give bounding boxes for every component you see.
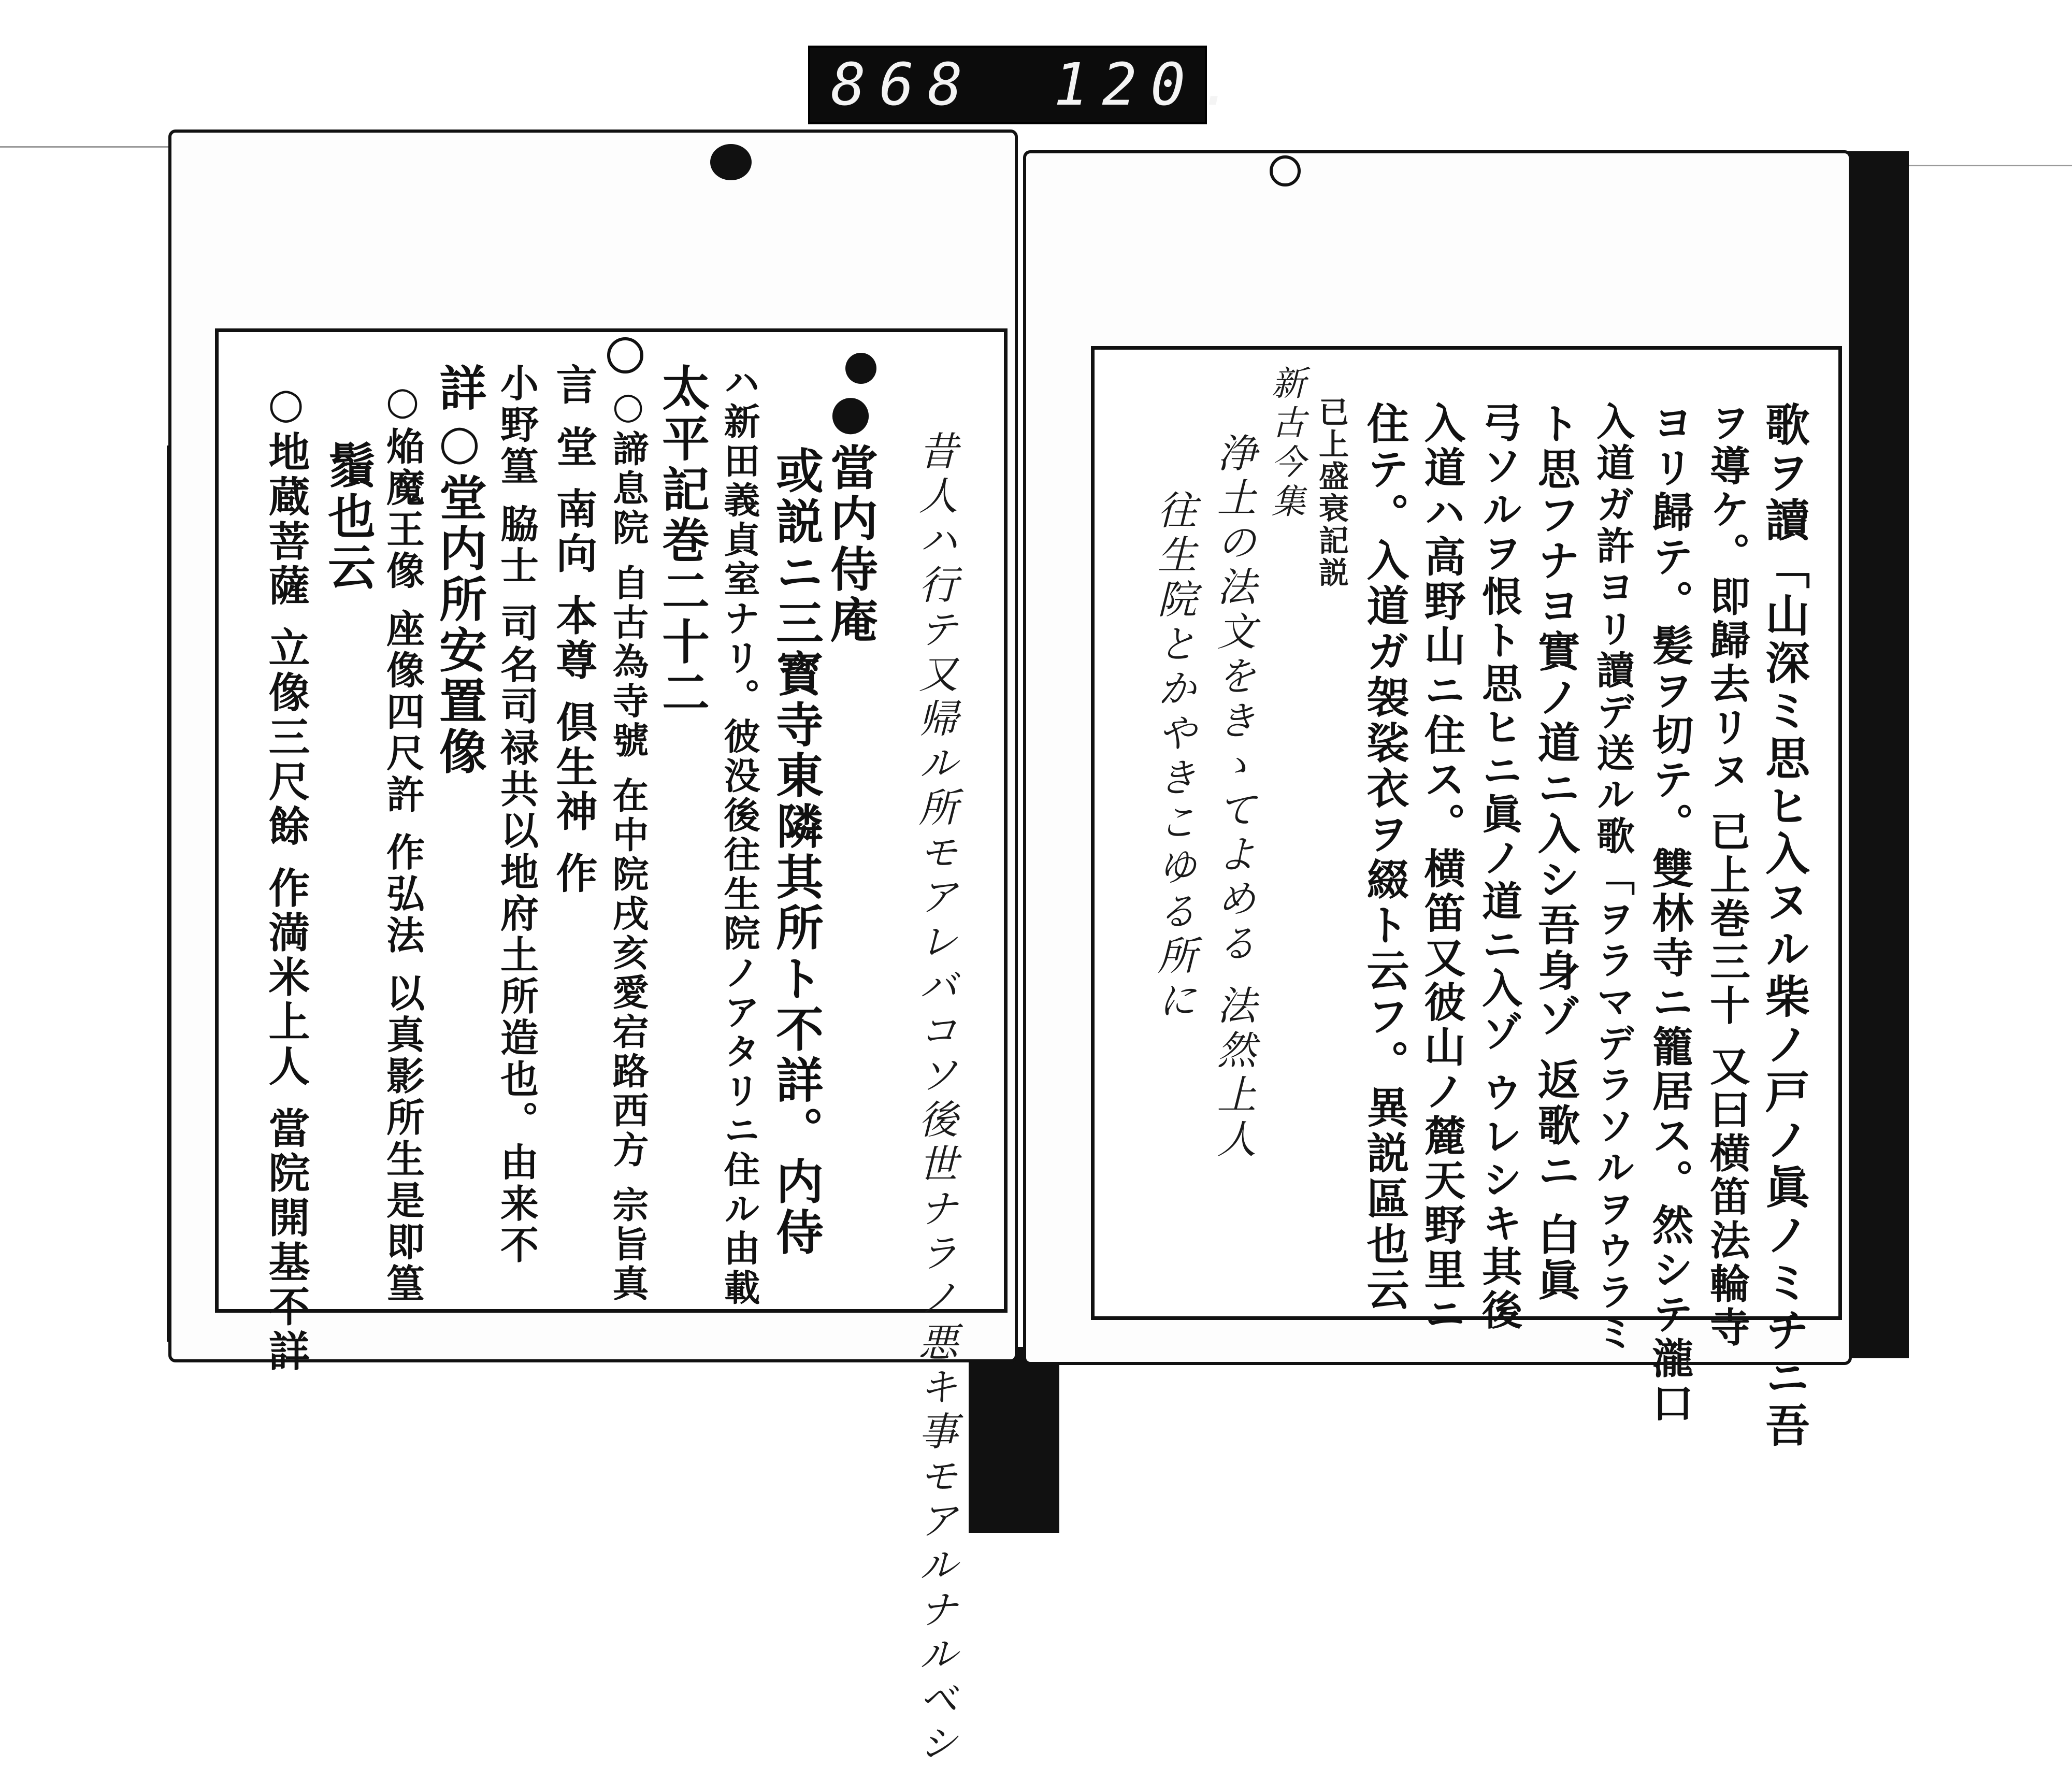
counter-left: 868 [831, 51, 976, 119]
black-dot-marker [845, 353, 876, 384]
text-column: 或説ニ三寳寺東隣其所ト不詳。内侍 [768, 446, 824, 1258]
source-note: 已上盛衰記説 [1314, 396, 1349, 589]
text-column: 言 堂 南向 本尊 倶生神 作 [549, 363, 598, 897]
text-column: 詳○堂内所安置像 [431, 363, 487, 778]
text-column: ○諦息院 自古為寺號 在中院戌亥愛宕路西方 宗旨真 [607, 384, 650, 1304]
frame-counter [808, 46, 1247, 124]
text-column: 鬚也云 [320, 441, 376, 593]
handwritten-poem-line: 往生院とかやきこゆる所に [1151, 490, 1197, 1024]
left-text-frame [215, 328, 1008, 1767]
text-column: ●當内侍庵 [823, 384, 879, 646]
text-column: ト思フナヨ實ノ道ニ入シ吾身ゾ 返歌ニ 白眞 [1531, 401, 1580, 1304]
right-text-frame [1091, 346, 1842, 1450]
right-page [1023, 150, 1852, 1450]
text-column: ハ新田義貞室ナリ。彼没後往生院ノアタリニ住ル由載 [718, 363, 761, 1308]
binding-hole [1270, 155, 1301, 186]
text-column: 入道ガ許ヨリ讀デ送ル歌「ヲラマデラソルヲウラミ [1590, 401, 1635, 1355]
text-column: 小野篁 脇士 司名司禄共以地府土所造也。由来不 [494, 363, 539, 1267]
text-column: ヲ導ケ。即歸去リヌ 已上巻三十 又曰横笛法輪寺 [1703, 401, 1750, 1350]
handwritten-poem-line: 浄土の法文をきゝてよめる 法然上人 [1211, 433, 1257, 1163]
text-column: 住テ。入道ガ袈裟衣ヲ綴ト云フ。異説區也云 [1360, 401, 1409, 1313]
handwritten-note: 昔人ハ行テ又帰ル所モアレバコソ後世ナラノ悪キ事モアルナルベシ [912, 430, 958, 1767]
text-column: 太平記巻二十二 [654, 363, 710, 719]
book-stand [969, 1347, 1059, 1533]
text-column: 弓ソルヲ恨ト思ヒニ眞ノ道ニ入ゾ ウレシキ其後 [1475, 401, 1522, 1333]
left-page [168, 130, 1018, 1767]
text-column: ○焔魔王像 座像四尺許 作弘法 以真影所生是即篁 [380, 379, 425, 1305]
circle-marker [607, 337, 643, 373]
handwritten-title: 新古今集 [1265, 365, 1305, 523]
text-column: ヨリ歸テ。髪ヲ切テ。雙林寺ニ籠居ス。然シテ瀧口 [1645, 401, 1694, 1426]
text-column: ○地蔵菩薩 立像三尺餘 作満米上人 當院開基不詳 [262, 379, 310, 1374]
text-column: 歌ヲ讀「山深ミ思ヒ入ヌル柴ノ戸ノ眞ノミチニ吾 [1758, 401, 1810, 1450]
ink-blot [710, 144, 752, 180]
counter-right: 120. [1054, 51, 1247, 119]
text-column: 入道ハ高野山ニ住ス。横笛又彼山ノ麓天野里ニ [1417, 401, 1466, 1337]
